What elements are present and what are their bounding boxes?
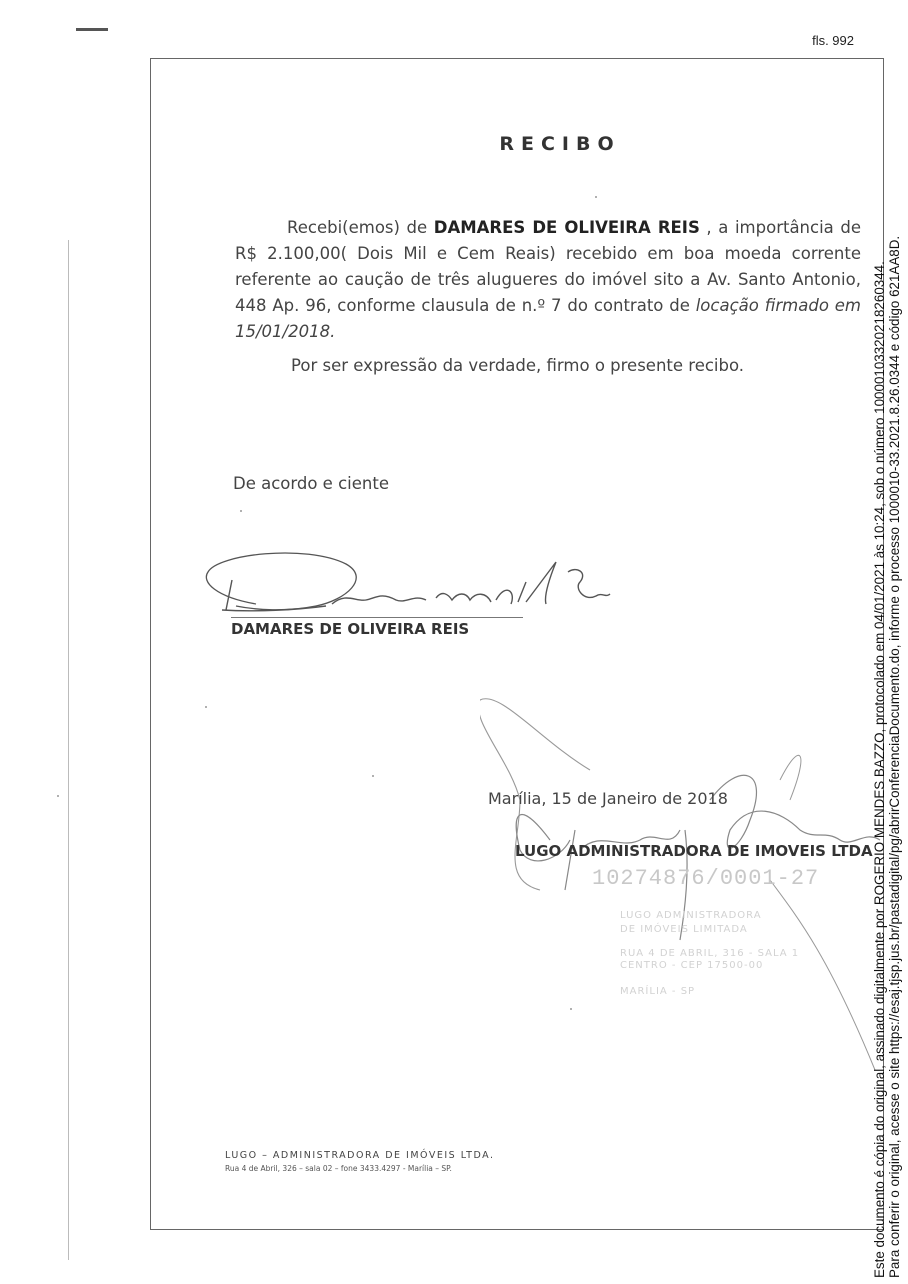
place-and-date: Marília, 15 de Janeiro de 2018: [488, 789, 728, 808]
tenant-signature-name: DAMARES DE OLIVEIRA REIS: [231, 620, 470, 638]
stamp-line: CENTRO - CEP 17500-00: [620, 960, 764, 971]
receipt-paragraph: [235, 215, 861, 345]
stamp-line: RUA 4 DE ABRIL, 316 - SALA 1: [620, 948, 800, 959]
footer-company-name: LUGO – ADMINISTRADORA DE IMÓVEIS LTDA.: [225, 1150, 495, 1161]
digital-signature-note: [872, 208, 902, 1278]
tenant-handwritten-signature: [196, 542, 616, 632]
document-title: RECIBO: [499, 133, 621, 155]
scan-speck: [372, 775, 374, 777]
scan-edge-mark: [76, 28, 108, 31]
scan-speck: [595, 196, 597, 198]
scan-speck: [240, 510, 242, 512]
stamp-cnpj-number: 10274876/0001-27: [592, 866, 820, 891]
scan-margin-line: [68, 240, 69, 1260]
stamp-line: LUGO ADMINISTRADORA: [620, 910, 762, 921]
company-cnpj-stamp: [592, 866, 852, 1006]
agency-signature-name: LUGO ADMINISTRADORA DE IMOVEIS LTDA: [515, 842, 873, 860]
tenant-signature-line: [231, 617, 523, 618]
scan-speck: [205, 706, 207, 708]
truth-statement: Por ser expressão da verdade, firmo o presente recibo.: [291, 356, 745, 375]
receipt-text-end: locação firmado em 15/01/2018.: [235, 296, 861, 341]
receipt-text-start: Recebi(emos) de: [287, 218, 434, 237]
agreement-statement: De acordo e ciente: [233, 474, 389, 493]
scan-speck: [570, 1008, 572, 1010]
scan-speck: [57, 795, 59, 797]
footer-address: Rua 4 de Abril, 326 – sala 02 – fone 3433.4297 - Marília – SP.: [225, 1164, 452, 1173]
payer-name: DAMARES DE OLIVEIRA REIS: [433, 218, 700, 237]
folio-number: fls. 992: [812, 33, 854, 48]
digital-signature-line-1: Este documento é cópia do original, assinado digitalmente por ROGERIO MENDES BAZZO, protocolado em 04/01/2021 às 10:24, sob o número 10000103320218260344.: [872, 261, 887, 1278]
stamp-line: DE IMÓVEIS LIMITADA: [620, 924, 748, 935]
receipt-text-middle: , a importância de R$ 2.100,00( Dois Mil e Cem Reais) recebido em boa moeda corrente referente ao caução de três alugueres do imóvel sito a Av. Santo Antonio, 448 Ap. 96, conforme clausula de n.º 7 do contrato de: [235, 218, 861, 315]
digital-signature-line-2: Para conferir o original, acesse o site https://esaj.tjsp.jus.br/pastadigital/pg/abrirConferenciaDocumento.do, informe o processo 1000010-33.2021.8.26.0344 e código 621AA8D.: [887, 235, 902, 1278]
stamp-line: MARÍLIA - SP: [620, 986, 696, 997]
